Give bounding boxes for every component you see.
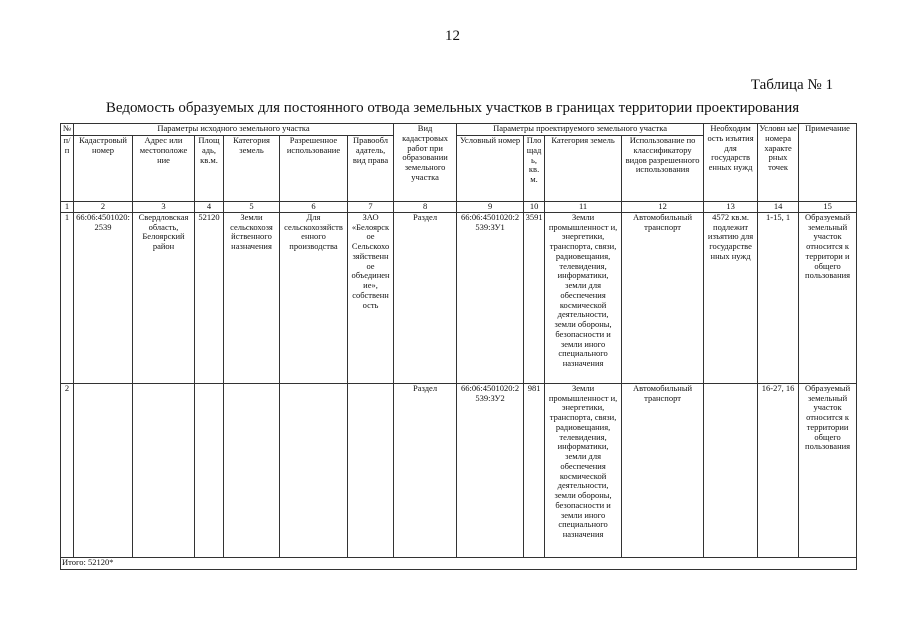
work-type: Раздел: [394, 383, 457, 557]
cadastral-number: [74, 383, 133, 557]
header-category: Категория земель: [224, 136, 280, 202]
table-row: [61, 383, 857, 557]
column-number: 14: [758, 202, 799, 213]
conditional-number: 66:06:4501020:2 539:ЗУ2: [457, 383, 524, 557]
header-p-category: Категория земель: [545, 136, 622, 202]
header-no: №: [61, 124, 74, 136]
header-group-source: Параметры исходного земельного участка: [74, 124, 394, 136]
column-numbers-row: [61, 202, 857, 213]
point-numbers: 1-15, 1: [758, 212, 799, 383]
column-number: 10: [524, 202, 545, 213]
header-points: Условн ые номера характе рных точек: [758, 124, 799, 202]
header-no-sub: п/п: [61, 136, 74, 202]
header-p-area: Пло щад ь, кв. м.: [524, 136, 545, 202]
header-area: Площ адь, кв.м.: [195, 136, 224, 202]
owner: [348, 383, 394, 557]
address: [133, 383, 195, 557]
header-note: Примечание: [799, 124, 857, 202]
table-label: Таблица № 1: [750, 77, 833, 93]
document-title: Ведомость образуемых для постоянного отвода земельных участков в границах территории проектирования: [105, 100, 800, 116]
header-p-use: Использование по классификатору видов разрешенного использования: [622, 136, 704, 202]
header-group-projected: Параметры проектируемого земельного участка: [457, 124, 704, 136]
conditional-number: 66:06:4501020:2 539:ЗУ1: [457, 212, 524, 383]
header-address: Адрес или местоположе ние: [133, 136, 195, 202]
header-owner: Правообл адатель, вид права: [348, 136, 394, 202]
total-row: Итого: 52120*: [61, 557, 857, 569]
permitted-use: [280, 383, 348, 557]
header-cond-no: Условный номер: [457, 136, 524, 202]
table-row: [61, 212, 857, 383]
column-number: 13: [704, 202, 758, 213]
page-number: 12: [445, 28, 460, 44]
projected-category: Земли промышленност и, энергетики, транспорта, связи, радиовещания, телевидения, информатики, земли для обеспечения космической деятельности, земли обороны, безопасности и земли иного специального назначения: [545, 212, 622, 383]
owner: ЗАО «Белоярск ое Сельскохо зяйственн ое объединен ие», собственн ость: [348, 212, 394, 383]
address: Свердловская область, Белоярский район: [133, 212, 195, 383]
header-seizure: Необходим ость изъятия для государств енных нужд: [704, 124, 758, 202]
projected-use: Автомобильный транспорт: [622, 212, 704, 383]
land-category: Земли сельскохозя йственного назначения: [224, 212, 280, 383]
row-number: 1: [61, 212, 74, 383]
projected-area: 3591: [524, 212, 545, 383]
column-number: 1: [61, 202, 74, 213]
area: [195, 383, 224, 557]
note: Образуемый земельный участок относится к территори и общего пользования: [799, 212, 857, 383]
seizure-need: 4572 кв.м. подлежит изъятию для государстве нных нужд: [704, 212, 758, 383]
header-cadastral: Кадастровый номер: [74, 136, 133, 202]
seizure-need: [704, 383, 758, 557]
land-plots-table: [60, 123, 857, 570]
column-number: 8: [394, 202, 457, 213]
cadastral-number: 66:06:4501020: 2539: [74, 212, 133, 383]
column-number: 9: [457, 202, 524, 213]
column-number: 12: [622, 202, 704, 213]
note: Образуемый земельный участок относится к территории общего пользования: [799, 383, 857, 557]
permitted-use: Для сельскохозяйств енного производства: [280, 212, 348, 383]
land-category: [224, 383, 280, 557]
column-number: 7: [348, 202, 394, 213]
area: 52120: [195, 212, 224, 383]
column-number: 6: [280, 202, 348, 213]
header-work-type: Вид кадастровых работ при образовании земельного участка: [394, 124, 457, 202]
row-number: 2: [61, 383, 74, 557]
column-number: 15: [799, 202, 857, 213]
column-number: 5: [224, 202, 280, 213]
projected-use: Автомобильный транспорт: [622, 383, 704, 557]
projected-area: 981: [524, 383, 545, 557]
column-number: 2: [74, 202, 133, 213]
header-use: Разрешенное использование: [280, 136, 348, 202]
column-number: 11: [545, 202, 622, 213]
work-type: Раздел: [394, 212, 457, 383]
point-numbers: 16-27, 16: [758, 383, 799, 557]
projected-category: Земли промышленност и, энергетики, транспорта, связи, радиовещания, телевидения, информатики, земли для обеспечения космической деятельности, земли обороны, безопасности и земли иного специального назначения: [545, 383, 622, 557]
column-number: 3: [133, 202, 195, 213]
column-number: 4: [195, 202, 224, 213]
